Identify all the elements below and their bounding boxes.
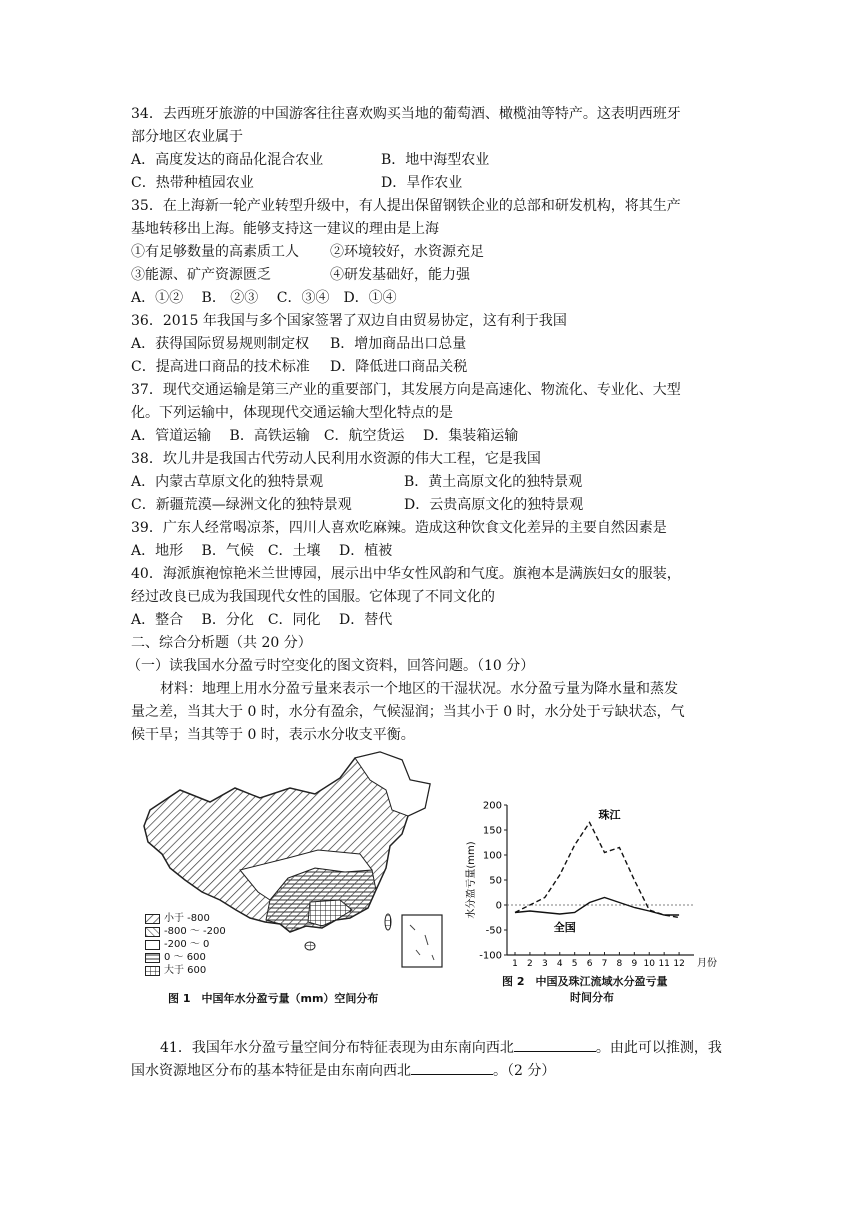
- q38-option-c: C．新疆荒漠—绿洲文化的独特景观: [131, 497, 352, 513]
- q41-line-2: [131, 1060, 555, 1082]
- q38-option-a: A．内蒙古草原文化的独特景观: [131, 474, 324, 490]
- x-tick-label: 6: [586, 959, 593, 969]
- q34-stem-cont: 部分地区农业属于: [131, 129, 243, 145]
- x-tick-label: 12: [673, 959, 685, 969]
- y-tick-label: 200: [482, 800, 502, 812]
- q41-text-2a: 国水资源地区分布的基本特征是由东南向西北: [131, 1063, 411, 1079]
- legend-label-4: 0 ～ 600: [164, 952, 206, 963]
- q39-options: A．地形 B．气候 C．土壤 D．植被: [131, 543, 393, 559]
- q36-stem: 36．2015 年我国与多个国家签署了双边自由贸易协定，这有利于我国: [131, 313, 567, 329]
- x-tick-label: 4: [556, 959, 563, 969]
- chart-series: [515, 808, 679, 935]
- q36-option-a: A．获得国际贸易规则制定权: [131, 336, 310, 352]
- y-tick-label: 150: [482, 825, 502, 837]
- hainan-island: [305, 942, 315, 950]
- legend-item-1: [145, 912, 226, 925]
- q34-option-c: C．热带种植园农业: [131, 175, 254, 191]
- x-tick-label: 1: [512, 959, 518, 969]
- q39-stem: 39．广东人经常喝凉茶，四川人喜欢吃麻辣。造成这种饮食文化差异的主要自然因素是: [131, 520, 667, 536]
- material-line-3: 候干旱；当其等于 0 时，表示水分收支平衡。: [131, 727, 415, 743]
- q40-stem: 40．海派旗袍惊艳米兰世博园，展示出中华女性风韵和气度。旗袍本是满族妇女的服装，: [131, 566, 681, 582]
- q36-option-c: C．提高进口商品的技术标准: [131, 359, 310, 375]
- x-tick-label: 11: [658, 959, 670, 969]
- x-tick-label: 7: [601, 959, 608, 969]
- q37-stem: 37．现代交通运输是第三产业的重要部门，其发展方向是高速化、物流化、专业化、大型: [131, 382, 681, 398]
- material-line-2: 量之差，当其大于 0 时，水分有盈余，气候湿润；当其小于 0 时，水分处于亏缺状态，气: [131, 704, 685, 720]
- legend-label-5: 大于 600: [164, 965, 207, 976]
- y-tick-label: 50: [489, 875, 502, 887]
- legend-item-2: [145, 925, 226, 938]
- q37-options: A．管道运输 B．高铁运输 C．航空货运 D．集装箱运输: [131, 428, 519, 444]
- y-tick-label: -100: [479, 950, 502, 962]
- q40-options: A．整合 B．分化 C．同化 D．替代: [131, 612, 393, 628]
- q37-stem-cont: 化。下列运输中，体现现代交通运输大型化特点的是: [131, 405, 453, 421]
- q34-option-b: B．地中海型农业: [381, 152, 490, 168]
- q40-stem-cont: 经过改良已成为我国现代女性的国服。它体现了不同文化的: [131, 589, 495, 605]
- q38-option-d: D．云贵高原文化的独特景观: [404, 497, 584, 513]
- legend-label-3: -200 ～ 0: [164, 939, 210, 950]
- x-axis-unit: 月份: [697, 958, 717, 969]
- legend-label-1: 小于 -800: [164, 913, 210, 924]
- x-tick-label: 8: [616, 959, 623, 969]
- q35-stem: 35．在上海新一轮产业转型升级中，有人提出保留钢铁企业的总部和研发机构，将其生产: [131, 198, 681, 214]
- y-tick-label: -50: [485, 925, 502, 937]
- section2-sub1: （一）读我国水分盈亏时空变化的图文资料，回答问题。（10 分）: [127, 658, 535, 674]
- q36-option-d: D．降低进口商品关税: [330, 359, 468, 375]
- y-tick-label: 100: [482, 850, 502, 862]
- q41-answer-blank-1[interactable]: [514, 1037, 596, 1052]
- x-tick-label: 3: [541, 959, 548, 969]
- y-tick-labels: [479, 801, 507, 962]
- y-axis-label: 水分盈亏量(mm): [466, 841, 477, 919]
- q35-options: A．①② B． ②③ C．③④ D．①④: [131, 290, 397, 306]
- q38-option-b: B．黄土高原文化的独特景观: [404, 474, 583, 490]
- water-balance-line-chart: [462, 795, 722, 970]
- x-tick-label: 10: [643, 959, 655, 969]
- y-tick-label: 0: [495, 900, 502, 912]
- x-tick-label: 5: [571, 959, 578, 969]
- q35-stem-cont: 基地转移出上海。能够支持这一建议的理由是上海: [131, 221, 439, 237]
- section2-title: 二、综合分析题（共 20 分）: [131, 635, 312, 651]
- q34-option-a: A．高度发达的商品化混合农业: [131, 152, 324, 168]
- legend-item-5: [145, 964, 226, 977]
- q34-stem: 34．去西班牙旅游的中国游客往往喜欢购买当地的葡萄酒、橄榄油等特产。这表明西班牙: [131, 106, 681, 122]
- taiwan-island: [385, 914, 391, 930]
- q34-option-d: D．旱作农业: [381, 175, 463, 191]
- q41-answer-blank-2[interactable]: [411, 1060, 493, 1075]
- q35-item-1: ①有足够数量的高素质工人: [131, 244, 299, 260]
- x-tick-label: 9: [631, 959, 638, 969]
- figure2-caption: 图 2 中国及珠江流域水分盈亏量: [502, 975, 668, 988]
- map-legend: [145, 912, 226, 977]
- x-tick-label: 2: [527, 959, 533, 969]
- figure1-caption: 图 1 中国年水分盈亏量（mm）空间分布: [168, 992, 379, 1005]
- q35-item-4: ④研发基础好，能力强: [330, 267, 470, 283]
- q41-text-2b: 。（2 分）: [493, 1063, 556, 1079]
- legend-item-4: [145, 951, 226, 964]
- series-label-zhujiang: 珠江: [598, 808, 621, 822]
- q41-line-1: [160, 1037, 722, 1059]
- series-label-national: 全国: [553, 921, 576, 934]
- q36-option-b: B．增加商品出口总量: [330, 336, 467, 352]
- q35-item-3: ③能源、矿产资源匮乏: [131, 267, 271, 283]
- q35-item-2: ②环境较好，水资源充足: [330, 244, 484, 260]
- legend-label-2: -800 ～ -200: [164, 926, 226, 937]
- q41-text-1a: 41．我国年水分盈亏量空间分布特征表现为由东南向西北: [160, 1040, 514, 1056]
- south-sea-inset: [402, 915, 442, 967]
- material-line-1: 材料：地理上用水分盈亏量来表示一个地区的干湿状况。水分盈亏量为降水量和蒸发: [160, 681, 678, 697]
- figure2-caption-line2: 时间分布: [570, 991, 614, 1004]
- wettest-region: [308, 900, 352, 926]
- q41-text-1b: 。由此可以推测，我: [595, 1040, 722, 1056]
- legend-item-3: [145, 938, 226, 951]
- q38-stem: 38．坎儿井是我国古代劳动人民利用水资源的伟大工程，它是我国: [131, 451, 541, 467]
- series-zhujiang-line: [515, 823, 679, 918]
